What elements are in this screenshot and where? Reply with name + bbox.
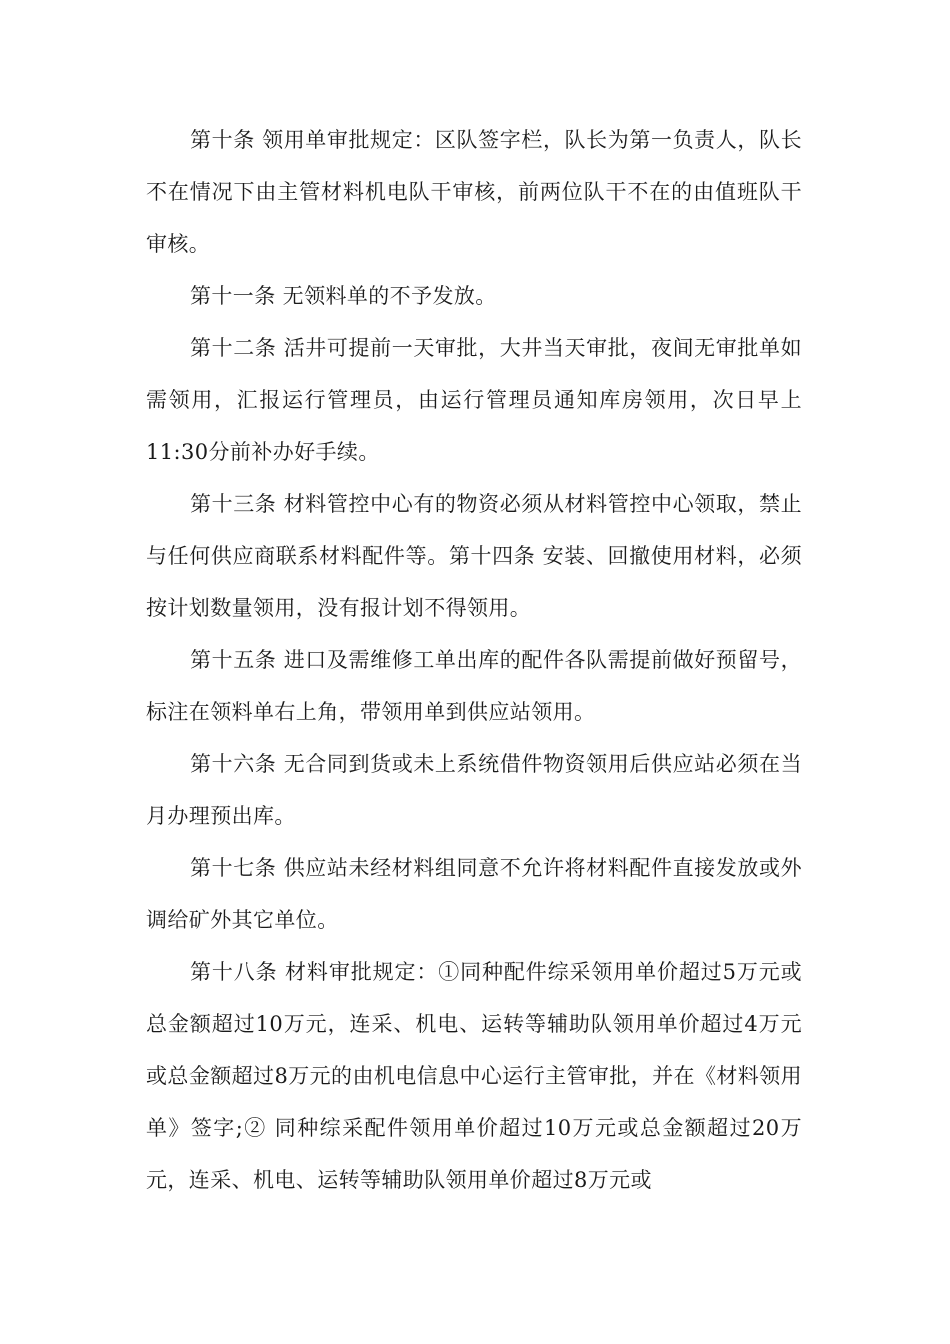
article-11-paragraph: 第十一条 无领料单的不予发放。: [190, 284, 497, 308]
article-12-paragraph: 第十二条 活井可提前一天审批，大井当天审批，夜间无审批单如需领用，汇报运行管理员，由运行管理员通知库房领用，次日早上11:30分前补办好手续。: [146, 336, 802, 464]
article-13-14-paragraph: 第十三条 材料管控中心有的物资必须从材料管控中心领取，禁止与任何供应商联系材料配件等。第十四条 安装、回撤使用材料，必须按计划数量领用，没有报计划不得领用。: [146, 492, 802, 620]
document-page: [146, 114, 802, 1206]
article-17-paragraph: 第十七条 供应站未经材料组同意不允许将材料配件直接发放或外调给矿外其它单位。: [146, 856, 802, 932]
article-18-paragraph: 第十八条 材料审批规定：①同种配件综采领用单价超过5万元或总金额超过10万元，连采、机电、运转等辅助队领用单价超过4万元或总金额超过8万元的由机电信息中心运行主管审批，并在《材料领用单》签字;② 同种综采配件领用单价超过10万元或总金额超过20万元，连采、机电、运转等辅助队领用单价超过8万元或: [146, 960, 802, 1192]
article-10-paragraph: 第十条 领用单审批规定：区队签字栏，队长为第一负责人，队长不在情况下由主管材料机电队干审核，前两位队干不在的由值班队干审核。: [146, 128, 802, 256]
article-16-paragraph: 第十六条 无合同到货或未上系统借件物资领用后供应站必须在当月办理预出库。: [146, 752, 802, 828]
article-15-paragraph: 第十五条 进口及需维修工单出库的配件各队需提前做好预留号，标注在领料单右上角，带领用单到供应站领用。: [146, 648, 802, 724]
